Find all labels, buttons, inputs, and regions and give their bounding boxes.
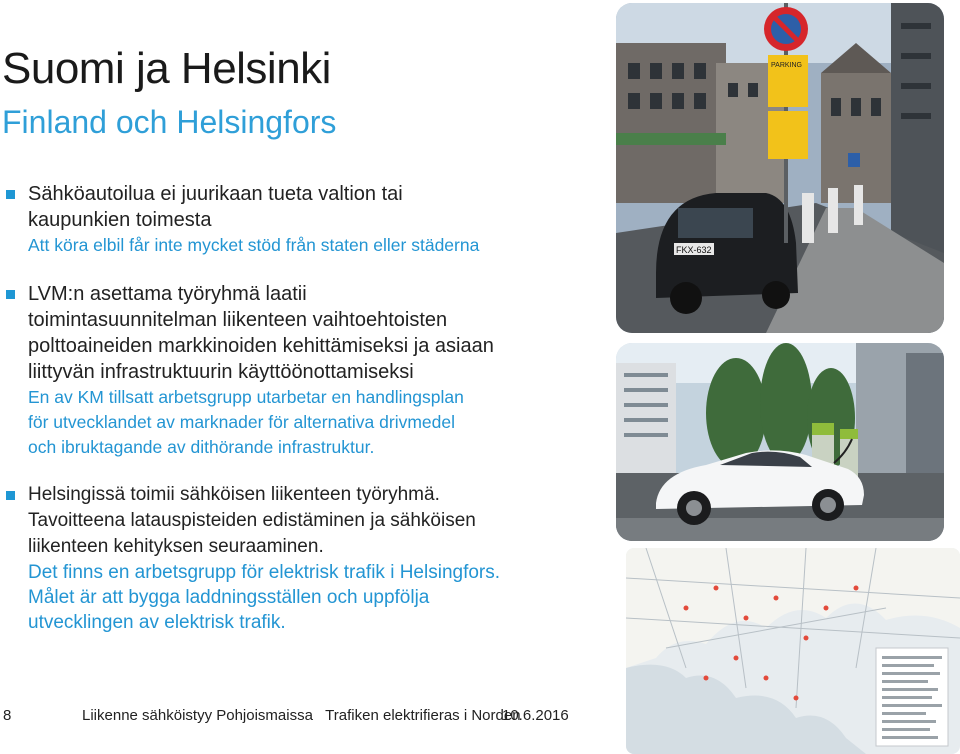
text-line: Målet är att bygga laddningsställen och uppfölja (28, 587, 430, 608)
text-line: för utvecklandet av marknader för alternativa drivmedel (28, 412, 456, 432)
photo-tesla-charging (616, 343, 944, 541)
charging-car-illustration (616, 343, 944, 541)
text-line: kaupunkien toimesta (28, 209, 212, 231)
bullet-text-sv (28, 385, 596, 460)
text-line: Tavoitteena latauspisteiden edistäminen ja sähköisen (28, 510, 476, 531)
photo-street-charging (616, 3, 944, 333)
slide-title: Suomi ja Helsinki (2, 44, 331, 93)
bullet-text-fi (28, 281, 596, 385)
bullet-text-fi (28, 482, 596, 560)
bullet-item (6, 281, 596, 460)
slide-subtitle: Finland och Helsingfors (2, 104, 337, 140)
bullet-text-sv (28, 560, 596, 635)
text-line: Helsingissä toimii sähköisen liikenteen työryhmä. (28, 484, 440, 505)
text-line: LVM:n asettama työryhmä laatii (28, 283, 307, 305)
footer-text: Liikenne sähköistyy Pohjoismaissa Trafiken elektrifieras i Norden (82, 707, 521, 724)
map-helsinki-charging-points (626, 548, 960, 754)
car-plate-text: FKX-632 (676, 245, 712, 255)
bullet-text-sv (28, 233, 596, 258)
text-line: Det finns en arbetsgrupp för elektrisk trafik i Helsingfors. (28, 562, 501, 583)
square-bullet-icon (6, 491, 15, 500)
text-line: Att köra elbil får inte mycket stöd från staten eller städerna (28, 235, 480, 255)
footer-date: 10.6.2016 (502, 707, 569, 724)
text-line: och ibruktagande av dithörande infrastruktur. (28, 437, 375, 457)
sign-plate-text: PARKING (771, 62, 802, 69)
text-line: toimintasuunnitelman liikenteen vaihtoehtoisten (28, 309, 448, 331)
map-illustration (626, 548, 960, 754)
page-number: 8 (3, 707, 12, 724)
text-line: Sähköautoilua ei juurikaan tueta valtion tai (28, 183, 403, 205)
street-scene-illustration (616, 3, 944, 333)
square-bullet-icon (6, 290, 15, 299)
text-line: polttoaineiden markkinoiden kehittämiseksi ja asiaan (28, 335, 494, 357)
bullet-item (6, 181, 596, 258)
text-line: liittyvän infrastruktuurin käyttöönottamiseksi (28, 361, 414, 383)
square-bullet-icon (6, 190, 15, 199)
bullet-text-fi (28, 181, 596, 233)
bullet-item (6, 482, 596, 635)
text-line: En av KM tillsatt arbetsgrupp utarbetar en handlingsplan (28, 387, 464, 407)
text-line: liikenteen kehityksen seuraaminen. (28, 536, 324, 557)
text-line: utvecklingen av elektrisk trafik. (28, 612, 286, 633)
